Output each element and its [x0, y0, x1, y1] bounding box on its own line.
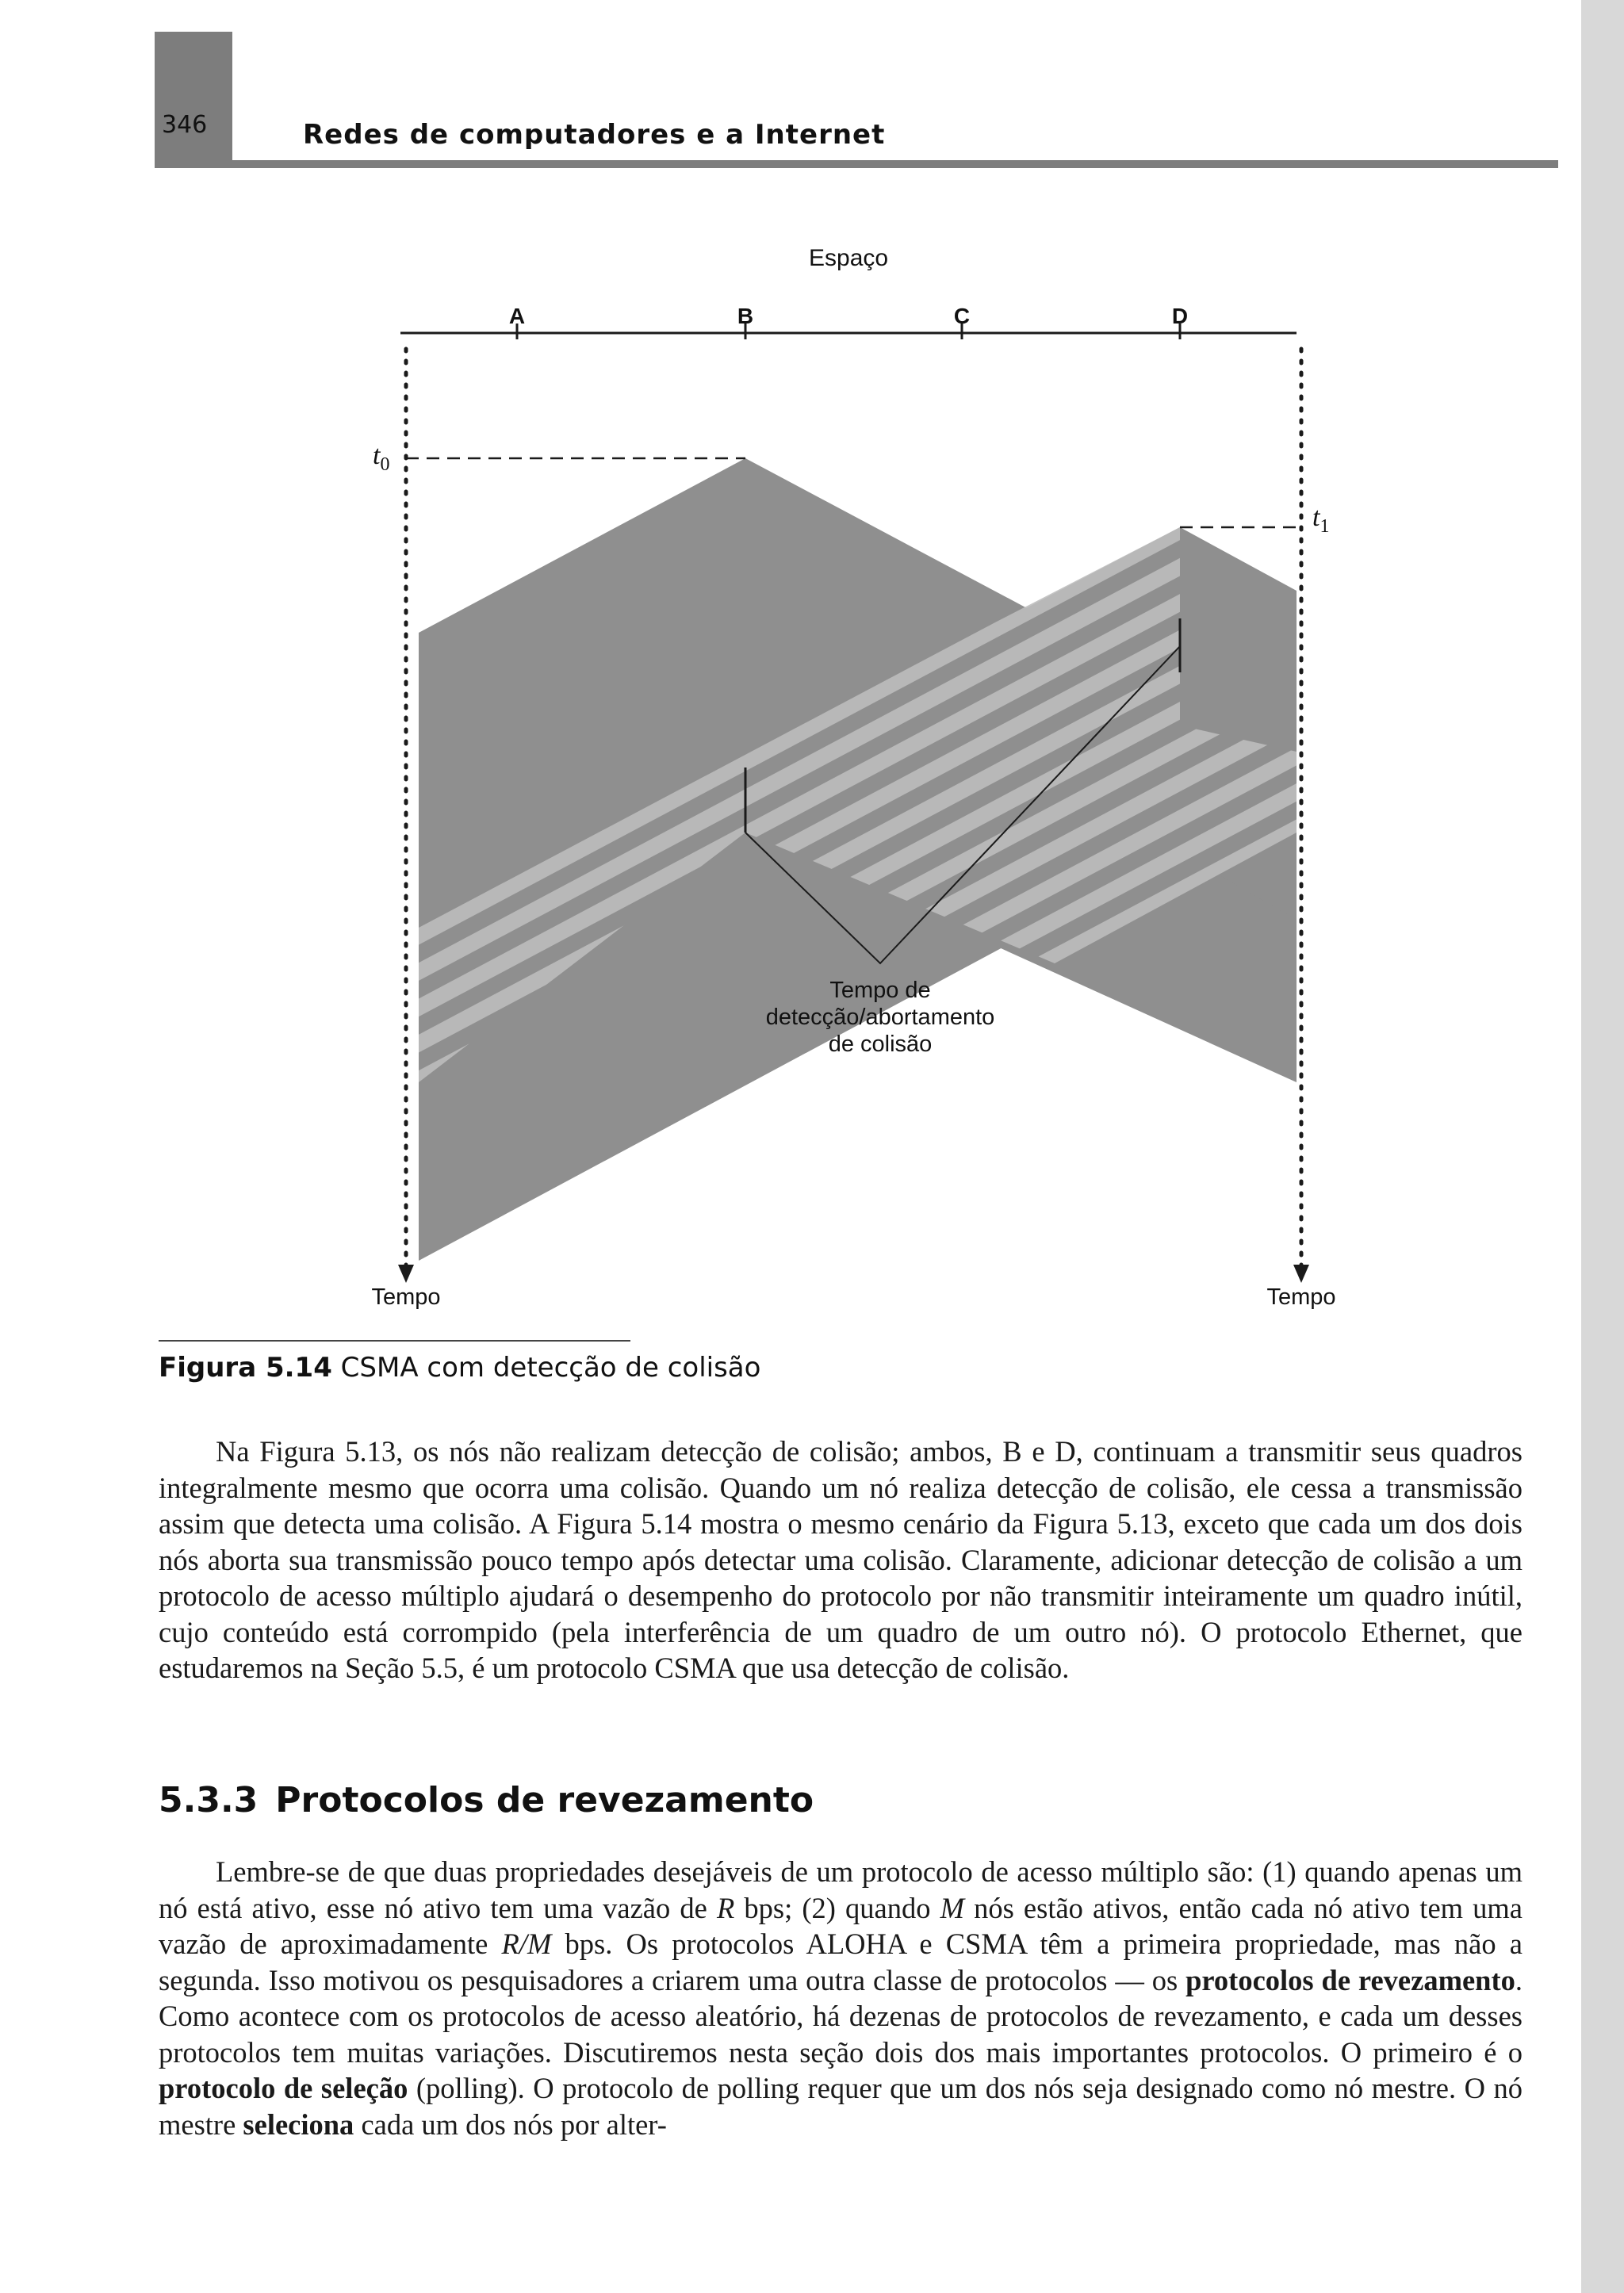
annotation-line-2: detecção/abortamento [765, 1005, 995, 1030]
figure-caption [159, 1352, 760, 1384]
node-label-a: A [508, 304, 526, 328]
section-heading [159, 1780, 814, 1820]
section-number: 5.3.3 [159, 1780, 259, 1820]
annotation-line-3: de colisão [828, 1032, 933, 1057]
time-label-left: Tempo [371, 1284, 441, 1310]
paragraph-1 [159, 1434, 1522, 1686]
p2-part2: bps; (2) quando [734, 1891, 940, 1924]
t1-label: $t_1$ [1312, 503, 1330, 537]
annotation-line-1: Tempo de [829, 978, 931, 1003]
page-number: 346 [162, 111, 208, 139]
paragraph-1-text: Na Figura 5.13, os nós não realizam detecção de colisão; ambos, B e D, continuam a transmitir seus quadros integralmente mesmo que ocorra uma colisão. Quando um nó realiza detecção de colisão, ele cessa a transmissão assim que detecta uma colisão. A Figura 5.14 mostra o mesmo cenário da Figura 5.13, exceto que cada um dos dois nós aborta sua transmissão pouco tempo após detectar uma colisão. Claramente, adicionar detecção de colisão a um protocolo de acesso múltiplo ajudará o desempenho do protocolo por não transmitir inteiramente um quadro inútil, cujo conteúdo está corrompido (pela interferência de um quadro de um outro nó). O protocolo Ethernet, que estudaremos na Seção 5.5, é um protocolo CSMA que usa detecção de colisão. [159, 1435, 1522, 1684]
space-label: Espaço [809, 245, 889, 271]
p2-part7: cada um dos nós por alter- [354, 2107, 667, 2141]
p2-part3: nós estão ativos, então cada nó ativo tem uma vazão de aproximadamente [159, 1891, 1522, 1960]
term-seleciona: seleciona [243, 2107, 354, 2141]
node-label-b: B [737, 304, 754, 328]
term-selecao: protocolo de seleção [159, 2072, 408, 2104]
t0-label: $t_0$ [373, 441, 390, 475]
p2-m: M [940, 1891, 964, 1924]
time-label-right: Tempo [1266, 1284, 1336, 1310]
figure-label: Figura 5.14 [159, 1352, 332, 1384]
term-revezamento: protocolos de revezamento [1185, 1963, 1515, 1996]
p2-rm: R/M [501, 1927, 552, 1960]
paragraph-2 [159, 1854, 1522, 2142]
p2-part6: (polling). O protocolo de polling requer que um dos nós seja designado como nó mestre. O nó mestre [159, 2072, 1522, 2141]
section-title: Protocolos de revezamento [275, 1780, 814, 1820]
caption-rule [159, 1340, 630, 1342]
p2-part1: Lembre-se de que duas propriedades desejáveis de um protocolo de acesso múltiplo são: (1) quando apenas um nó está ativo, esse nó ativo tem uma vazão de [159, 1855, 1522, 1924]
time-arrow-left [398, 1265, 414, 1283]
time-arrow-right [1293, 1265, 1309, 1283]
figure-title: CSMA com detecção de colisão [340, 1352, 761, 1384]
p2-part5: . Como acontece com os protocolos de acesso aleatório, há dezenas de protocolos de revezamento, e cada um desses protocolos tem muitas variações. Discutiremos nesta seção dois dos mais importantes protocolos. O primeiro é o [159, 1963, 1523, 2069]
p2-r: R [716, 1891, 735, 1924]
running-title: Redes de computadores e a Internet [303, 119, 886, 151]
node-label-c: C [953, 304, 971, 328]
node-label-d: D [1171, 304, 1189, 328]
p2-part4: bps. Os protocolos ALOHA e CSMA têm a primeira propriedade, mas não a segunda. Isso motivou os pesquisadores a criarem uma outra classe de protocolos — os [159, 1927, 1522, 1996]
